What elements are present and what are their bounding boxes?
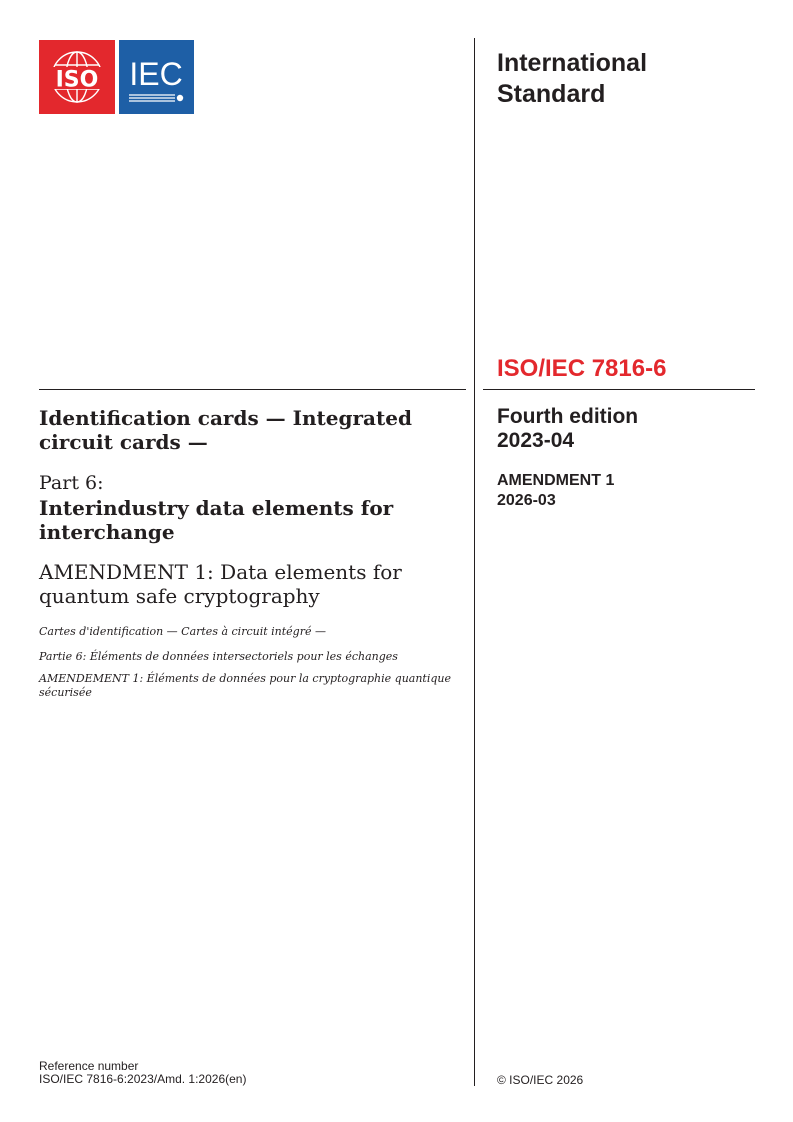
iec-logo-text: IEC [129,56,183,92]
amendment-title: AMENDMENT 1: Data elements for quantum safe cryptography [39,560,402,608]
amendment-block [497,471,614,511]
amendment-date: 2026-03 [497,492,556,509]
french-title-part: Partie 6: Éléments de données intersectoriels pour les échanges [39,650,398,663]
horizontal-divider-right [483,389,755,390]
reference-number: ISO/IEC 7816-6:2023/Amd. 1:2026(en) [39,1072,247,1086]
copyright-notice: © ISO/IEC 2026 [497,1073,584,1087]
french-title-amendment: AMENDEMENT 1: Éléments de données pour la cryptographie quantique sécurisée [39,672,451,699]
iec-logo [119,40,194,114]
horizontal-divider-left [39,389,466,390]
part-title: Interindustry data elements for interchange [39,496,394,544]
edition-label: Fourth edition [497,405,639,428]
vertical-divider [474,38,475,1086]
reference-label: Reference number [39,1059,139,1073]
edition-date: 2023-04 [497,429,575,452]
main-title: Identification cards — Integrated circuit cards — [39,406,412,454]
document-type: International Standard [497,49,648,108]
standard-number: ISO/IEC 7816-6 [497,355,667,382]
edition-block [497,405,638,453]
french-title-main: Cartes d'identification — Cartes à circuit intégré — [39,625,326,638]
part-label: Part 6: [39,472,104,494]
iso-logo-text: ISO [55,67,99,93]
amendment-label: AMENDMENT 1 [497,472,615,489]
iso-logo [39,40,115,114]
